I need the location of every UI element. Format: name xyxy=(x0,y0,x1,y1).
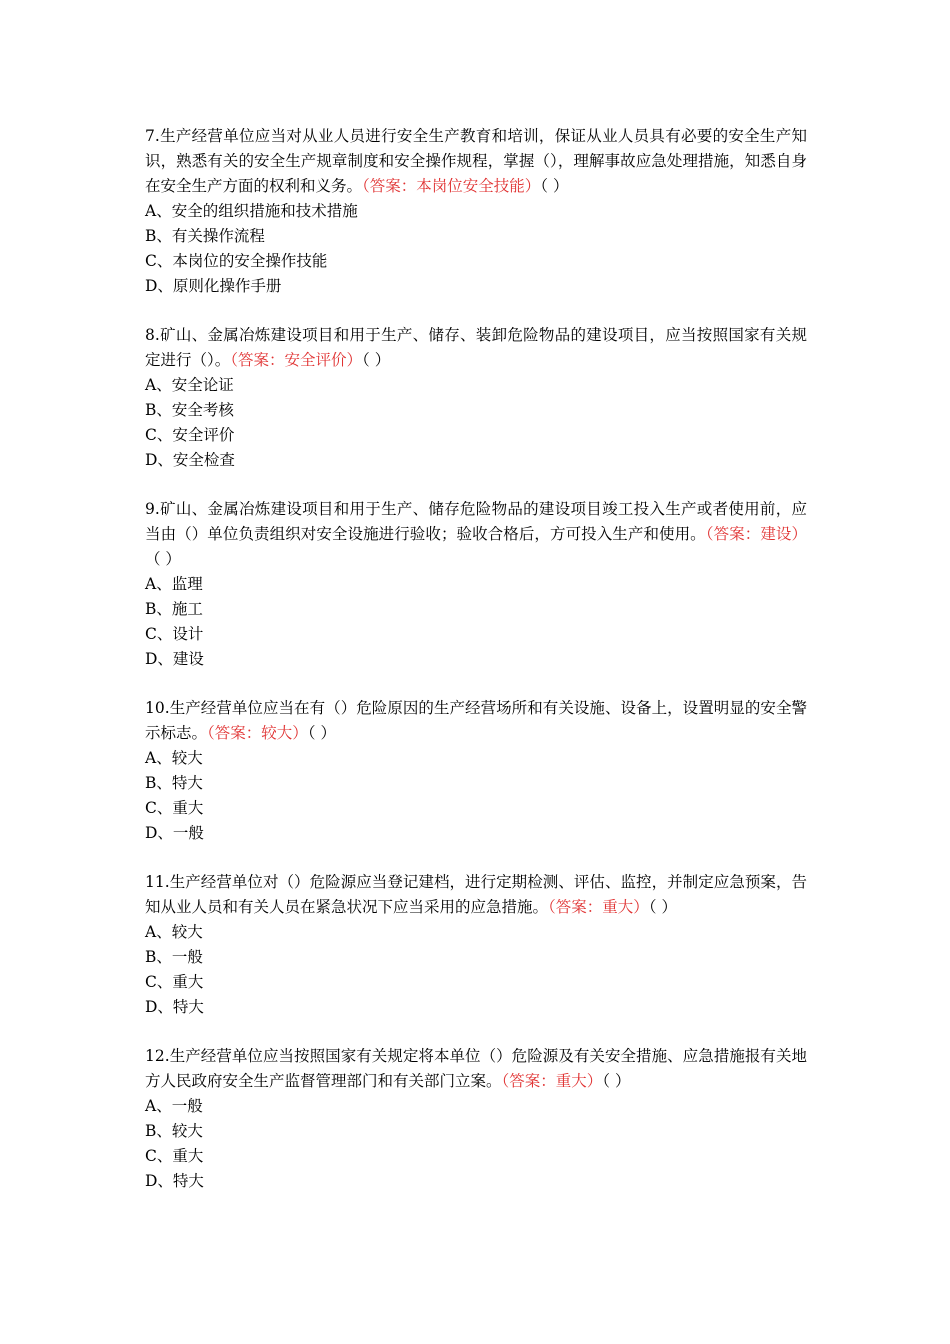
stem-text: 12.生产经营单位应当按照国家有关规定将本单位（）危险源及有关安全措施、应急措施报有关地方人民政府安全生产监督管理部门和有关部门立案。 xyxy=(145,1047,807,1090)
answer-blank: （ ） xyxy=(307,724,336,742)
answer-text: （答案：建设） xyxy=(705,525,807,543)
option-c: C、设计 xyxy=(145,625,204,643)
question-stem xyxy=(145,870,807,920)
question-stem xyxy=(145,124,807,199)
question-stem xyxy=(145,497,807,572)
option-a: A、一般 xyxy=(145,1097,203,1115)
option-c: C、重大 xyxy=(145,973,204,991)
option-d: D、一般 xyxy=(145,824,204,842)
question-7 xyxy=(145,124,807,299)
question-stem xyxy=(145,696,807,746)
option-d: D、特大 xyxy=(145,998,204,1016)
answer-text: （答案：重大） xyxy=(548,898,649,916)
option-d: D、特大 xyxy=(145,1172,204,1190)
answer-text: （答案：安全评价） xyxy=(230,351,363,369)
option-c: C、安全评价 xyxy=(145,426,235,444)
option-list xyxy=(145,1094,807,1194)
option-a: A、较大 xyxy=(145,923,203,941)
question-11 xyxy=(145,870,807,1020)
option-a: A、安全的组织措施和技术措施 xyxy=(145,202,358,220)
option-list xyxy=(145,572,807,672)
option-b: B、安全考核 xyxy=(145,401,234,419)
option-list xyxy=(145,199,807,299)
stem-text: 7.生产经营单位应当对从业人员进行安全生产教育和培训，保证从业人员具有必要的安全生产知识，熟悉有关的安全生产规章制度和安全操作规程，掌握（），理解事故应急处理措施，知悉自身在安全生产方面的权利和义务。 xyxy=(145,127,807,195)
document-page xyxy=(145,124,807,1218)
question-12 xyxy=(145,1044,807,1194)
option-a: A、监理 xyxy=(145,575,203,593)
stem-text: 8.矿山、金属冶炼建设项目和用于生产、储存、装卸危险物品的建设项目，应当按照国家有关规定进行（）。 xyxy=(145,326,807,369)
option-list xyxy=(145,746,807,846)
option-list xyxy=(145,373,807,473)
answer-blank: （ ） xyxy=(648,898,677,916)
option-b: B、有关操作流程 xyxy=(145,227,265,245)
answer-blank: （ ） xyxy=(602,1072,631,1090)
answer-blank: （ ） xyxy=(362,351,391,369)
stem-text: 10.生产经营单位应当在有（）危险原因的生产经营场所和有关设施、设备上，设置明显的安全警示标志。 xyxy=(145,699,807,742)
stem-text: 11.生产经营单位对（）危险源应当登记建档，进行定期检测、评估、监控，并制定应急预案，告知从业人员和有关人员在紧急状况下应当采用的应急措施。 xyxy=(145,873,807,916)
answer-blank: （ ） xyxy=(540,177,569,195)
answer-text: （答案：本岗位安全技能） xyxy=(362,177,541,195)
option-b: B、一般 xyxy=(145,948,203,966)
option-c: C、本岗位的安全操作技能 xyxy=(145,252,328,270)
option-d: D、安全检查 xyxy=(145,451,235,469)
option-d: D、原则化操作手册 xyxy=(145,277,282,295)
option-d: D、建设 xyxy=(145,650,204,668)
option-list xyxy=(145,920,807,1020)
answer-text: （答案：较大） xyxy=(207,724,308,742)
answer-text: （答案：重大） xyxy=(501,1072,603,1090)
question-stem xyxy=(145,1044,807,1094)
question-stem xyxy=(145,323,807,373)
option-a: A、安全论证 xyxy=(145,376,234,394)
stem-text: 9.矿山、金属冶炼建设项目和用于生产、储存危险物品的建设项目竣工投入生产或者使用前，应当由（）单位负责组织对安全设施进行验收；验收合格后，方可投入生产和使用。 xyxy=(145,500,807,543)
option-b: B、施工 xyxy=(145,600,203,618)
question-8 xyxy=(145,323,807,473)
option-a: A、较大 xyxy=(145,749,203,767)
option-b: B、较大 xyxy=(145,1122,203,1140)
option-c: C、重大 xyxy=(145,799,204,817)
option-b: B、特大 xyxy=(145,774,203,792)
question-10 xyxy=(145,696,807,846)
option-c: C、重大 xyxy=(145,1147,204,1165)
question-9 xyxy=(145,497,807,672)
answer-blank: （ ） xyxy=(145,550,181,568)
